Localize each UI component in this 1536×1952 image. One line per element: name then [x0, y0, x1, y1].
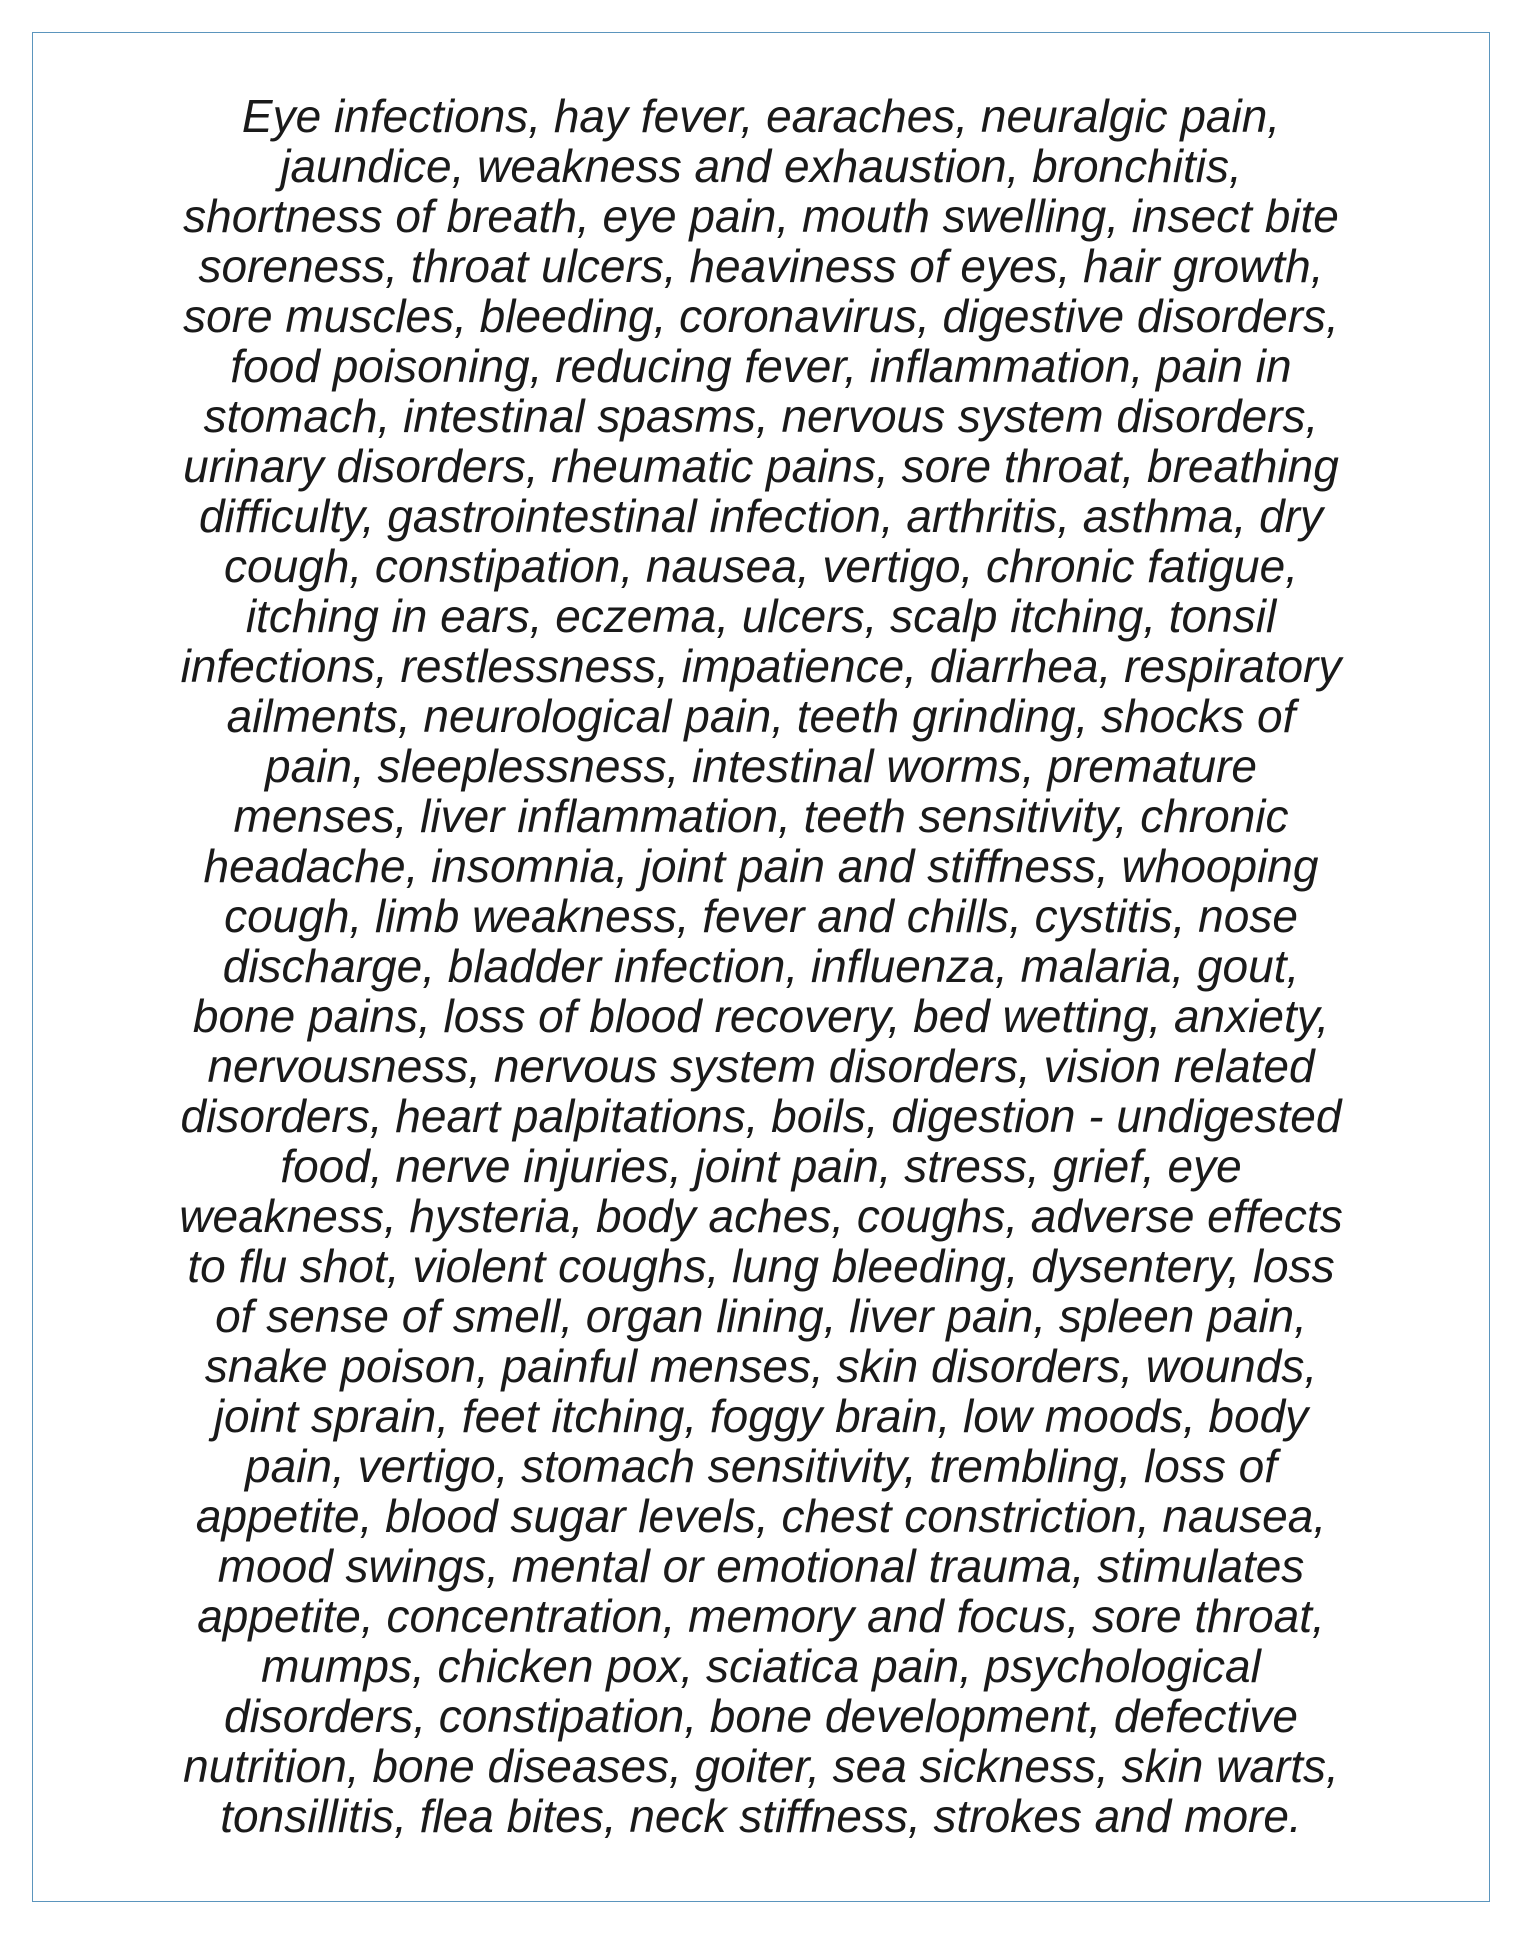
text-line: difficulty, gastrointestinal infection, arthritis, asthma, dry — [198, 490, 1324, 542]
ailments-text-block — [111, 91, 1411, 1841]
text-line: soreness, throat ulcers, heaviness of eyes, hair growth, — [198, 240, 1324, 292]
text-line: weakness, hysteria, body aches, coughs, adverse effects — [179, 1190, 1343, 1242]
text-line: joint sprain, feet itching, foggy brain, low moods, body — [213, 1390, 1309, 1442]
text-line: food, nerve injuries, joint pain, stress, grief, eye — [280, 1140, 1242, 1192]
text-line: food poisoning, reducing fever, inflammation, pain in — [230, 340, 1292, 392]
text-line: discharge, bladder infection, influenza, malaria, gout, — [222, 940, 1300, 992]
text-line: to flu shot, violent coughs, lung bleeding, dysentery, loss — [187, 1240, 1335, 1292]
text-line: nervousness, nervous system disorders, vision related — [207, 1040, 1315, 1092]
text-line: Eye infections, hay fever, earaches, neuralgic pain, — [241, 90, 1281, 142]
text-line: disorders, constipation, bone development, defective — [224, 1690, 1298, 1742]
text-line: mood swings, mental or emotional trauma, stimulates — [217, 1540, 1305, 1592]
text-line: appetite, blood sugar levels, chest constriction, nausea, — [195, 1490, 1327, 1542]
text-line: bone pains, loss of blood recovery, bed wetting, anxiety, — [192, 990, 1330, 1042]
text-line: disorders, heart palpitations, boils, digestion - undigested — [180, 1090, 1342, 1142]
text-line: cough, limb weakness, fever and chills, cystitis, nose — [224, 890, 1298, 942]
text-line: mumps, chicken pox, sciatica pain, psychological — [261, 1640, 1261, 1692]
text-line: shortness of breath, eye pain, mouth swelling, insect bite — [183, 190, 1339, 242]
text-line: jaundice, weakness and exhaustion, bronchitis, — [280, 140, 1242, 192]
text-line: snake poison, painful menses, skin disorders, wounds, — [204, 1340, 1318, 1392]
text-line: headache, insomnia, joint pain and stiffness, whooping — [203, 840, 1319, 892]
text-line: infections, restlessness, impatience, diarrhea, respiratory — [180, 640, 1342, 692]
text-line: urinary disorders, rheumatic pains, sore throat, breathing — [183, 440, 1339, 492]
text-line: tonsillitis, flea bites, neck stiffness, strokes and more. — [220, 1790, 1302, 1842]
text-line: of sense of smell, organ lining, liver pain, spleen pain, — [215, 1290, 1307, 1342]
text-line: pain, vertigo, stomach sensitivity, trembling, loss of — [244, 1440, 1277, 1492]
text-line: stomach, intestinal spasms, nervous system disorders, — [203, 390, 1319, 442]
page-frame — [32, 32, 1490, 1902]
text-line: cough, constipation, nausea, vertigo, chronic fatigue, — [223, 540, 1298, 592]
text-line: nutrition, bone diseases, goiter, sea sickness, skin warts, — [183, 1740, 1339, 1792]
text-line: itching in ears, eczema, ulcers, scalp itching, tonsil — [245, 590, 1277, 642]
text-line: menses, liver inflammation, teeth sensitivity, chronic — [233, 790, 1289, 842]
text-line: pain, sleeplessness, intestinal worms, premature — [264, 740, 1257, 792]
text-line: ailments, neurological pain, teeth grinding, shocks of — [226, 690, 1296, 742]
text-line: sore muscles, bleeding, coronavirus, digestive disorders, — [183, 290, 1339, 342]
text-line: appetite, concentration, memory and focus, sore throat, — [197, 1590, 1325, 1642]
